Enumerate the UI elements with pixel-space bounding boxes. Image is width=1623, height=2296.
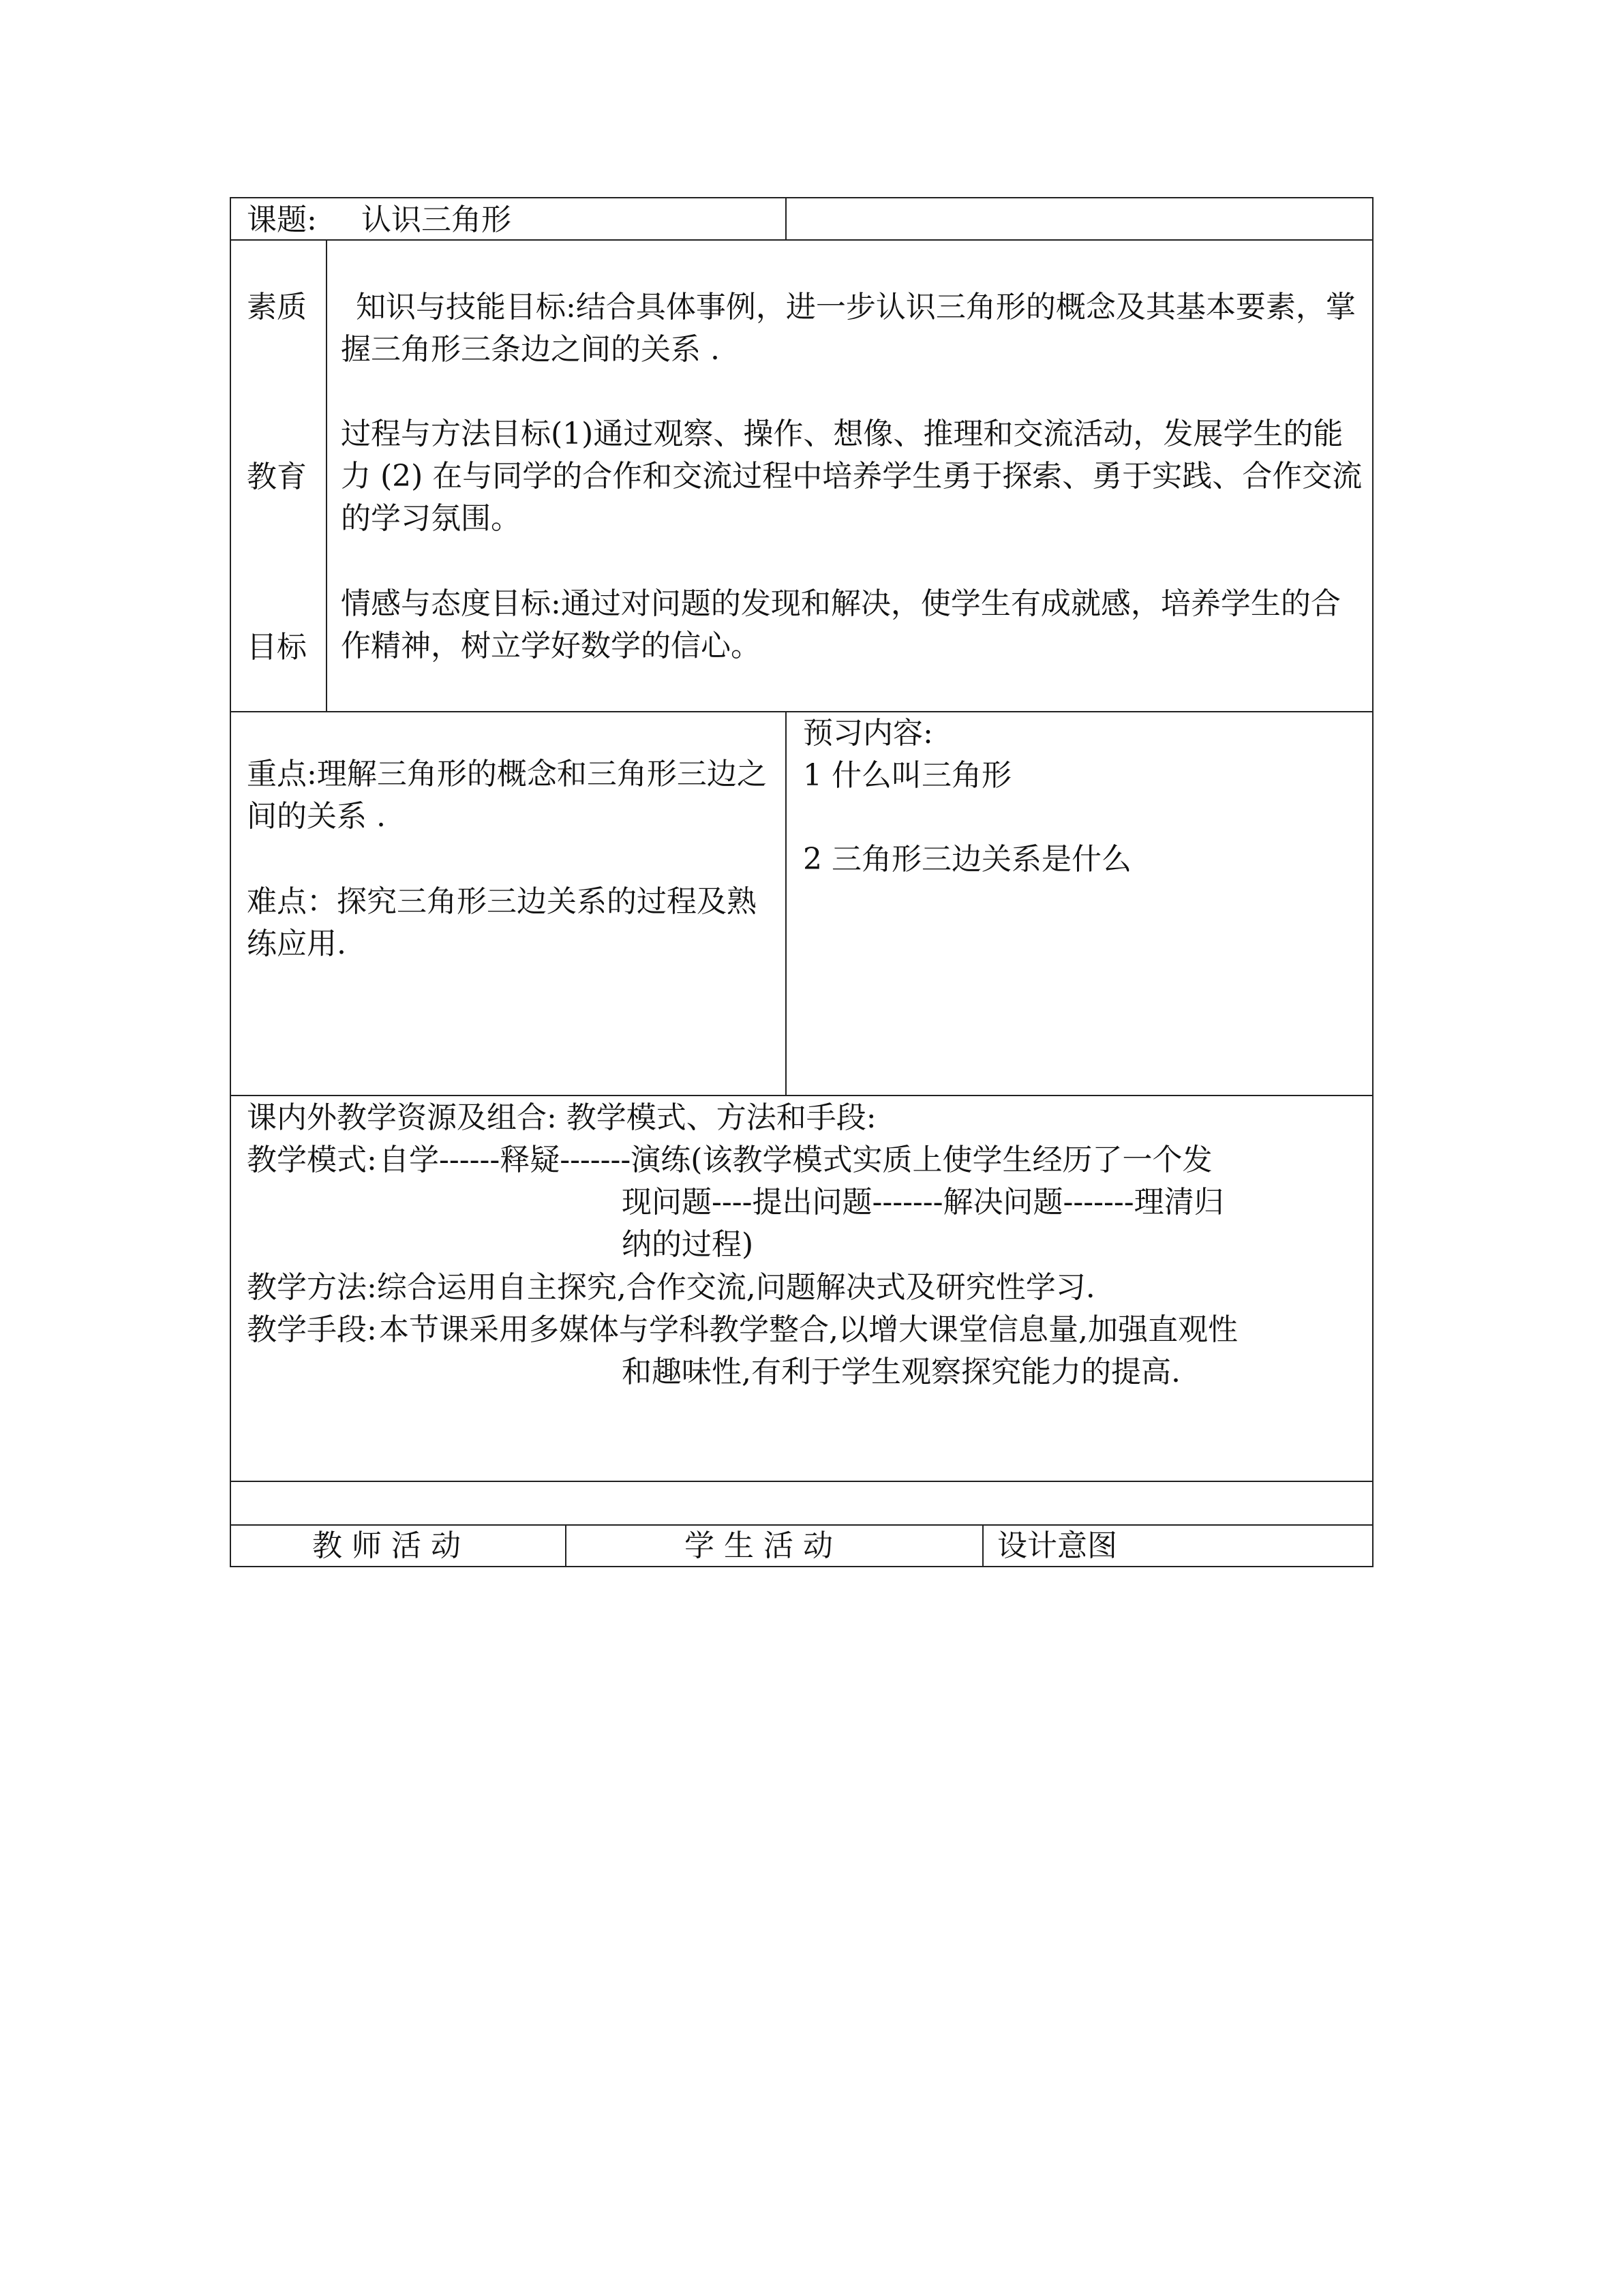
objective-emotion: 情感与态度目标:通过对问题的发现和解决，使学生有成就感，培养学生的合作精神，树立学好数学的信心。 xyxy=(341,586,1341,663)
side-label-2: 教育 xyxy=(247,459,307,494)
mode-text-cont-1: 现问题----提出问题-------解决问题-------理清归 xyxy=(622,1185,1224,1220)
preview-item-2: 2 三角形三边关系是什么 xyxy=(803,842,1132,877)
mode-text-cont-2: 纳的过程) xyxy=(622,1227,754,1262)
student-activity-header: 学 生 活 动 xyxy=(684,1528,833,1563)
preview-item-1: 1 什么叫三角形 xyxy=(803,758,1012,793)
topic-title: 认识三角形 xyxy=(361,202,511,237)
means-text: 本节课采用多媒体与学科教学整合,以增大课堂信息量,加强直观性 xyxy=(379,1312,1238,1347)
teacher-activity-header: 教 师 活 动 xyxy=(312,1528,461,1563)
side-label-1: 素质 xyxy=(247,290,307,324)
key-point: 重点:理解三角形的概念和三角形三边之间的关系 . xyxy=(247,757,767,834)
mode-label: 教学模式: xyxy=(247,1143,377,1177)
resources-heading: 课内外教学资源及组合: 教学模式、方法和手段: xyxy=(247,1100,877,1135)
topic-label: 课题: xyxy=(247,202,317,237)
side-label-3: 目标 xyxy=(247,630,307,665)
objective-knowledge: 知识与技能目标:结合具体事例，进一步认识三角形的概念及其基本要素，掌握三角形三条边之间的关系 . xyxy=(341,290,1356,367)
difficulty-point: 难点：探究三角形三边关系的过程及熟练应用. xyxy=(247,884,757,961)
mode-text: 自学------释疑-------演练(该教学模式实质上使学生经历了一个发 xyxy=(379,1143,1213,1177)
preview-title: 预习内容: xyxy=(803,716,933,751)
objective-process: 过程与方法目标(1)通过观察、操作、想像、推理和交流活动，发展学生的能力 (2) 在与同学的合作和交流过程中培养学生勇于探索、勇于实践、合作交流的学习氛围。 xyxy=(341,417,1363,536)
means-label: 教学手段: xyxy=(247,1312,377,1347)
means-text-cont: 和趣味性,有利于学生观察探究能力的提高. xyxy=(622,1355,1181,1389)
method-text: 教学方法:综合运用自主探究,合作交流,问题解决式及研究性学习. xyxy=(247,1270,1095,1305)
design-intent-header: 设计意图 xyxy=(997,1528,1117,1563)
